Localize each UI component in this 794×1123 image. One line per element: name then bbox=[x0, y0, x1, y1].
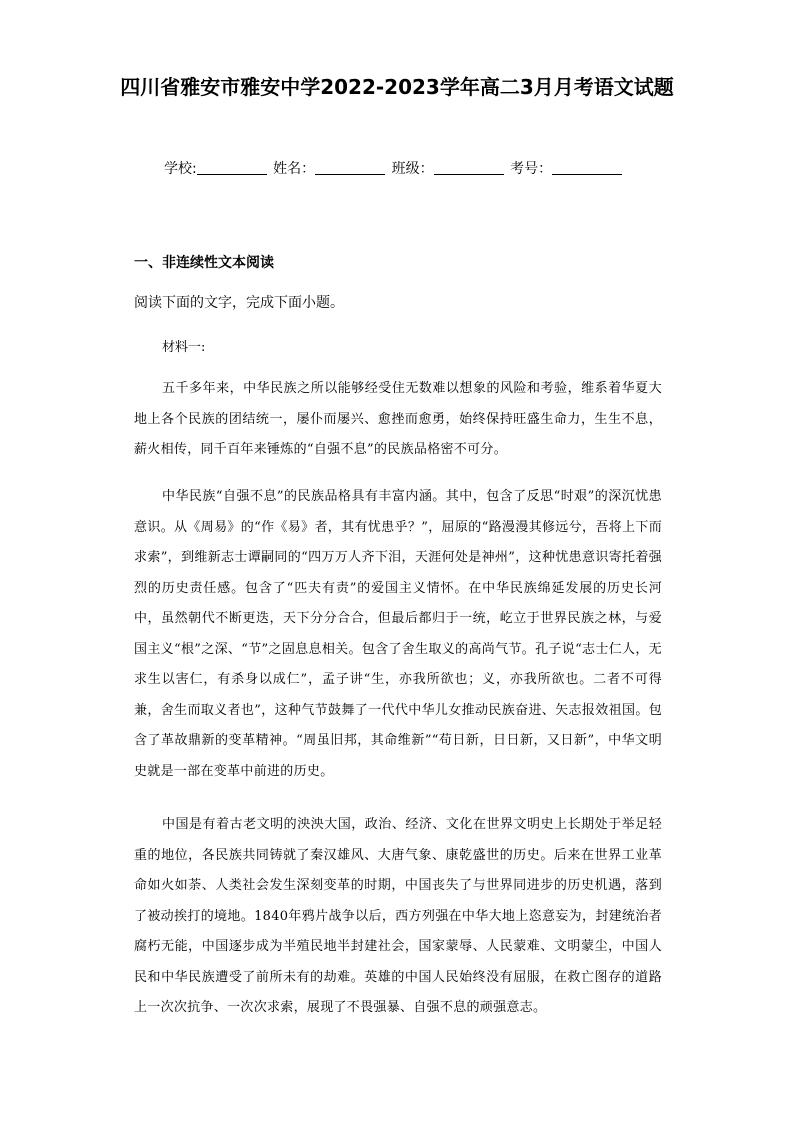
paragraph-1: 五千多年来，中华民族之所以能够经受住无数难以想象的风险和考验，维系着华夏大地上各个民族的团结统一，屡仆而屡兴、愈挫而愈勇，始终保持旺盛生命力，生生不息，薪火相传，同千百年来锤炼的“自强不息”的民族品格密不可分。 bbox=[134, 381, 662, 457]
name-blank bbox=[315, 160, 385, 175]
paragraph-3: 中国是有着古老文明的泱泱大国，政治、经济、文化在世界文明史上长期处于举足轻重的地位，各民族共同铸就了秦汉雄风、大唐气象、康乾盛世的历史。后来在世界工业革命如火如荼、人类社会发生深刻变革的时期，中国丧失了与世界同进步的历史机遇，落到了被动挨打的境地。1840年鸦片战争以后，西方列强在中华大地上恣意妄为，封建统治者腐朽无能，中国逐步成为半殖民地半封建社会，国家蒙辱、人民蒙难、文明蒙尘，中国人民和中华民族遭受了前所未有的劫难。英雄的中国人民始终没有屈服，在救亡图存的道路上一次次抗争、一次次求索，展现了不畏强暴、自强不息的顽强意志。 bbox=[134, 817, 662, 1015]
paragraph-2: 中华民族“自强不息”的民族品格具有丰富内涵。其中，包含了反思“时艰”的深沉忧患意识。从《周易》的“作《易》者，其有忧患乎？”，屈原的“路漫漫其修远兮，吾将上下而求索”，到维新志士谭嗣同的“四万万人齐下泪，天涯何处是神州”，这种忧患意识寄托着强烈的历史责任感。包含了“匹夫有责”的爱国主义情怀。在中华民族绵延发展的历史长河中，虽然朝代不断更迭，天下分分合合，但最后都归于一统，屹立于世界民族之林，与爱国主义“根”之深、“节”之固息息相关。包含了舍生取义的高尚气节。孔子说“志士仁人，无求生以害仁，有杀身以成仁”，孟子讲“生，亦我所欲也；义，亦我所欲也。二者不可得兼，舍生而取义者也”，这种气节鼓舞了一代代中华儿女推动民族奋进、矢志报效祖国。包含了革故鼎新的变革精神。“周虽旧邦，其命维新”“苟日新，日日新，又日新”，中华文明史就是一部在变革中前进的历史。 bbox=[134, 489, 662, 779]
exam-no-blank bbox=[552, 160, 622, 175]
class-blank bbox=[434, 160, 504, 175]
name-label: 姓名： bbox=[273, 161, 316, 177]
school-blank bbox=[197, 160, 267, 175]
section-heading: 一、非连续性文本阅读 bbox=[134, 255, 274, 271]
exam-no-label: 考号： bbox=[510, 161, 553, 177]
reading-instruction: 阅读下面的文字，完成下面小题。 bbox=[134, 295, 344, 311]
material-label: 材料一: bbox=[162, 340, 206, 355]
class-label: 班级： bbox=[391, 161, 434, 177]
student-info-line bbox=[164, 158, 624, 180]
school-label: 学校: bbox=[164, 161, 197, 177]
document-title: 四川省雅安市雅安中学2022-2023学年高二3月月考语文试题 bbox=[120, 75, 674, 99]
